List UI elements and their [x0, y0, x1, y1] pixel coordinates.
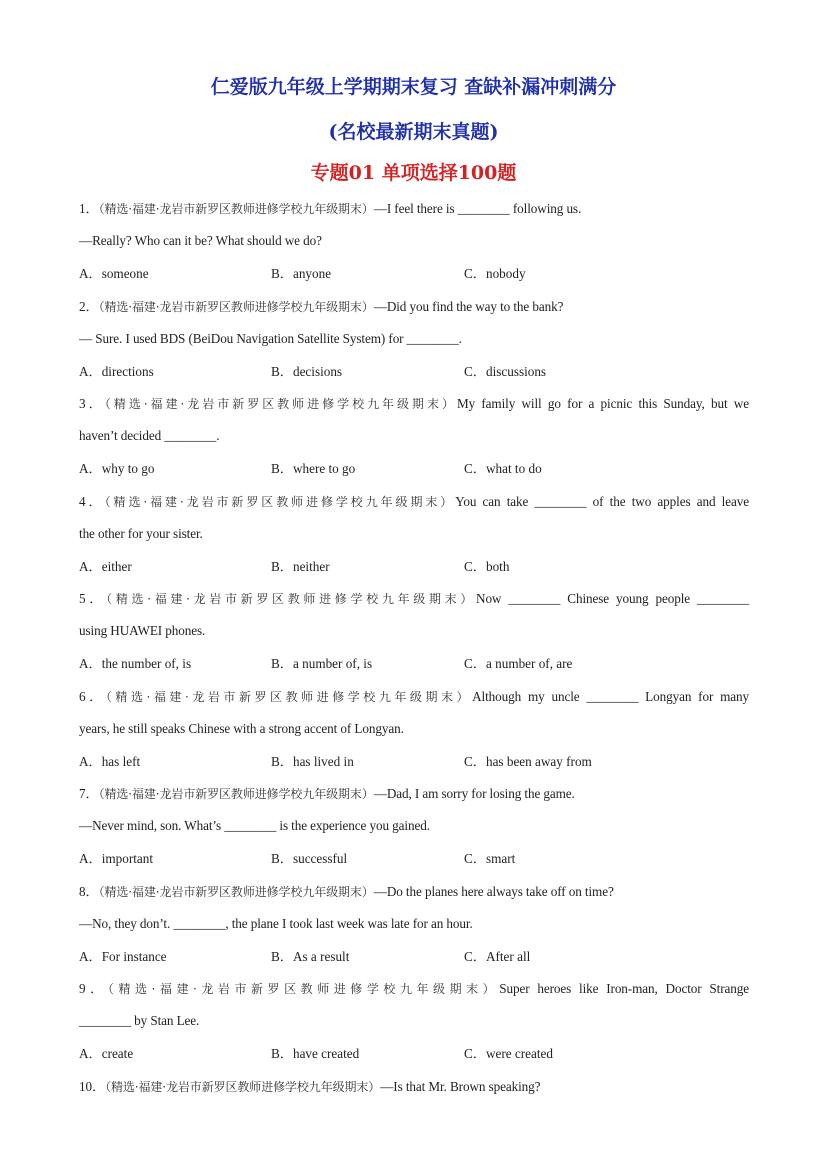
question-9-stem: 9．（精选·福建·龙岩市新罗区教师进修学校九年级期末）Super heroes like Iron-man, Doctor Strange [79, 981, 749, 996]
question-1-stem: 1．（精选·福建·龙岩市新罗区教师进修学校九年级期末）—I feel there is ________ following us. [79, 201, 582, 216]
question-source: （精选·福建·龙岩市新罗区教师进修学校九年级期末） [98, 202, 374, 216]
question-8-option-c: C．After all [464, 949, 531, 964]
question-source: （精选·福建·龙岩市新罗区教师进修学校九年级期末） [107, 982, 500, 996]
question-8-stem: 8．（精选·福建·龙岩市新罗区教师进修学校九年级期末）—Do the planes here always take off on time? [79, 884, 614, 899]
question-9-option-a: A．create [79, 1046, 134, 1061]
question-9-option-b: B．have created [271, 1046, 360, 1061]
question-6-option-c: C．has been away from [464, 754, 592, 769]
question-9-option-c: C．were created [464, 1046, 553, 1061]
question-2-line2: — Sure. I used BDS (BeiDou Navigation Satellite System) for ________. [79, 331, 462, 346]
question-8-option-a: A．For instance [79, 949, 167, 964]
question-6-option-b: B．has lived in [271, 754, 354, 769]
question-4-stem: 4．（精选·福建·龙岩市新罗区教师进修学校九年级期末）You can take ________ of the two apples and leave [79, 494, 749, 509]
question-source: （精选·福建·龙岩市新罗区教师进修学校九年级期末） [104, 397, 457, 411]
question-2-stem: 2．（精选·福建·龙岩市新罗区教师进修学校九年级期末）—Did you find the way to the bank? [79, 299, 564, 314]
question-source: （精选·福建·龙岩市新罗区教师进修学校九年级期末） [104, 495, 456, 509]
question-5-option-c: C．a number of, are [464, 656, 573, 671]
question-3-option-a: A．why to go [79, 461, 155, 476]
question-3-option-c: C．what to do [464, 461, 542, 476]
question-4-line2: the other for your sister. [79, 526, 203, 541]
question-5-option-b: B．a number of, is [271, 656, 373, 671]
question-3-option-b: B．where to go [271, 461, 356, 476]
question-source: （精选·福建·龙岩市新罗区教师进修学校九年级期末） [105, 1080, 381, 1094]
question-5-line2: using HUAWEI phones. [79, 623, 206, 638]
question-source: （精选·福建·龙岩市新罗区教师进修学校九年级期末） [106, 592, 477, 606]
question-3-stem: 3．（精选·福建·龙岩市新罗区教师进修学校九年级期末）My family will go for a picnic this Sunday, but we [79, 396, 749, 411]
question-8-option-b: B．As a result [271, 949, 350, 964]
document-subtitle: (名校最新期末真题) [328, 121, 499, 143]
question-1-option-b: B．anyone [271, 266, 332, 281]
question-6-line2: years, he still speaks Chinese with a strong accent of Longyan. [79, 721, 404, 736]
document-title: 仁爱版九年级上学期期末复习 查缺补漏冲刺满分 [210, 76, 617, 98]
question-4-option-b: B．neither [271, 559, 330, 574]
question-2-option-c: C．discussions [464, 364, 547, 379]
question-6-option-a: A．has left [79, 754, 141, 769]
question-7-option-c: C．smart [464, 851, 516, 866]
question-7-option-a: A．important [79, 851, 153, 866]
question-4-option-c: C．both [464, 559, 510, 574]
question-source: （精选·福建·龙岩市新罗区教师进修学校九年级期末） [98, 787, 374, 801]
question-1-line2: —Really? Who can it be? What should we do? [79, 233, 322, 248]
question-3-line2: haven’t decided ________. [79, 428, 220, 443]
question-7-option-b: B．successful [271, 851, 348, 866]
question-5-stem: 5．（精选·福建·龙岩市新罗区教师进修学校九年级期末）Now ________ Chinese young people ________ [79, 591, 749, 606]
question-2-option-a: A．directions [79, 364, 154, 379]
question-2-option-b: B．decisions [271, 364, 343, 379]
question-source: （精选·福建·龙岩市新罗区教师进修学校九年级期末） [98, 885, 374, 899]
topic-heading: 专题01 单项选择100题 [310, 162, 517, 184]
question-6-stem: 6．（精选·福建·龙岩市新罗区教师进修学校九年级期末）Although my uncle ________ Longyan for many [79, 689, 749, 704]
question-7-stem: 7．（精选·福建·龙岩市新罗区教师进修学校九年级期末）—Dad, I am sorry for losing the game. [79, 786, 575, 801]
question-5-option-a: A．the number of, is [79, 656, 192, 671]
question-10-stem: 10．（精选·福建·龙岩市新罗区教师进修学校九年级期末）—Is that Mr. Brown speaking? [79, 1079, 541, 1094]
question-1-option-a: A．someone [79, 266, 149, 281]
question-source: （精选·福建·龙岩市新罗区教师进修学校九年级期末） [98, 300, 374, 314]
question-9-line2: ________ by Stan Lee. [79, 1013, 200, 1028]
question-7-line2: —Never mind, son. What’s ________ is the experience you gained. [79, 818, 430, 833]
question-8-line2: —No, they don’t. ________, the plane I took last week was late for an hour. [79, 916, 473, 931]
question-1-option-c: C．nobody [464, 266, 526, 281]
question-source: （精选·福建·龙岩市新罗区教师进修学校九年级期末） [105, 690, 473, 704]
question-4-option-a: A．either [79, 559, 132, 574]
